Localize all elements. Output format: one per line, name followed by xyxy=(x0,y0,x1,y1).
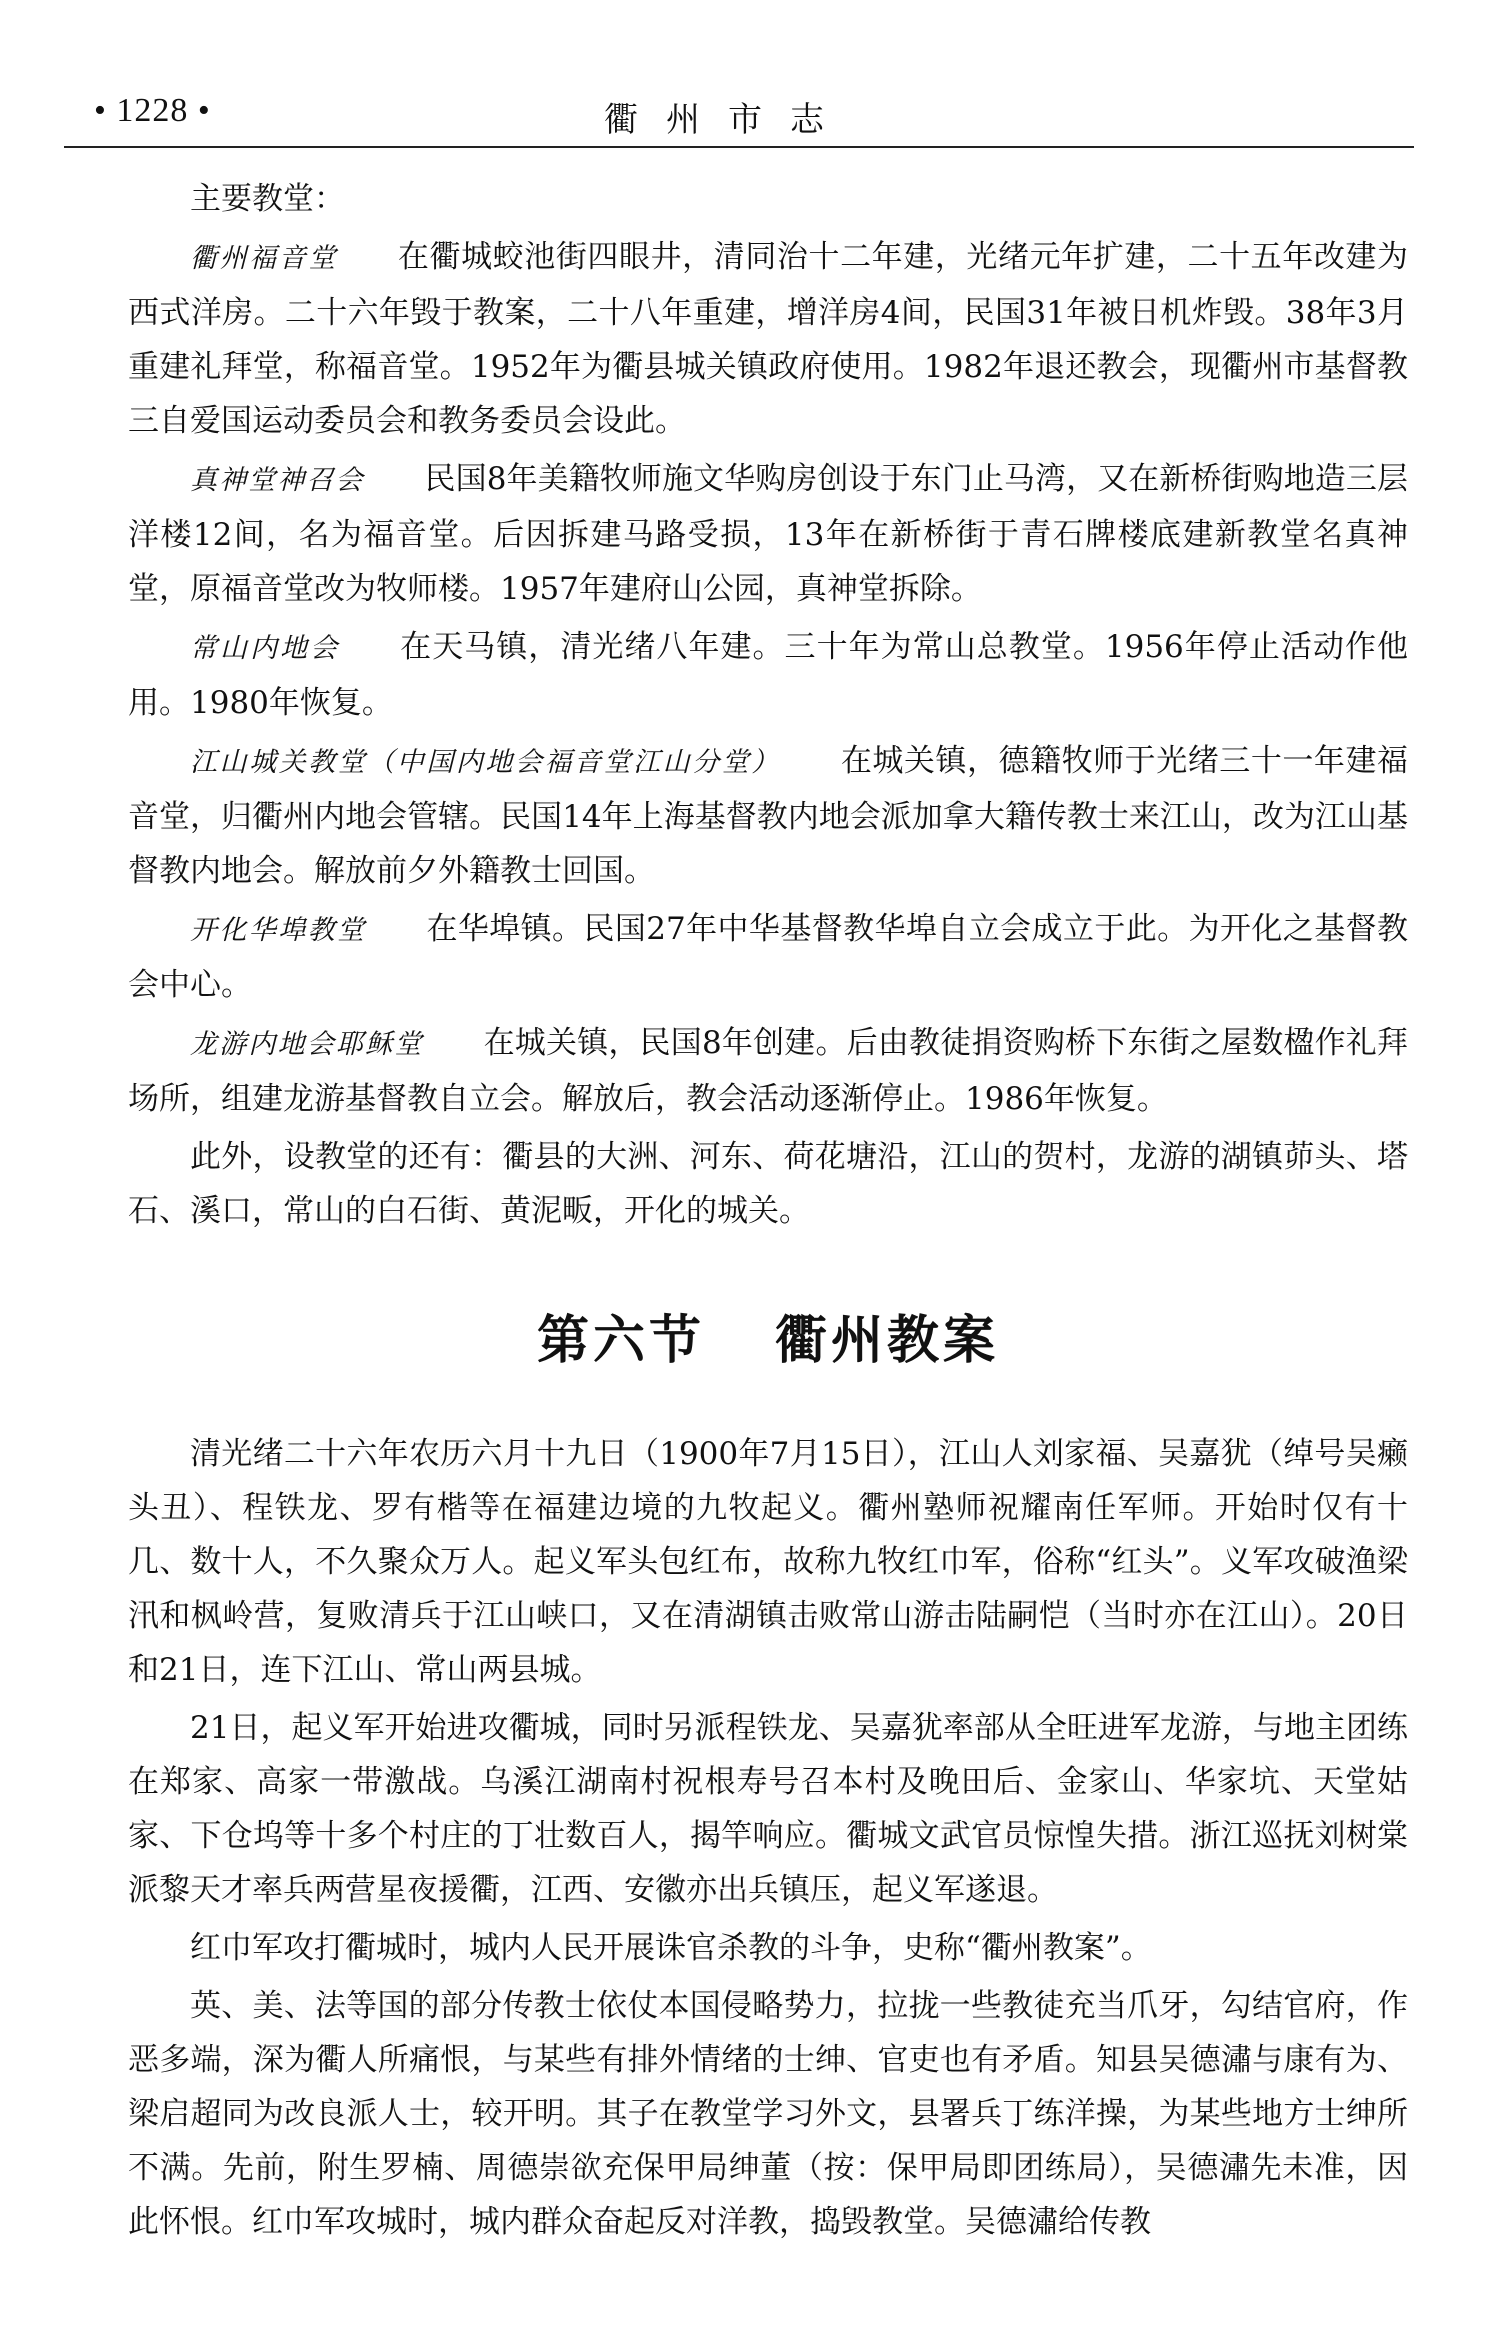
church-text: 在城关镇，民国8年创建。后由教徒捐资购桥下东街之屋数楹作礼拜场所，组建龙游基督教自立会。解放后，教会活动逐渐停止。1986年恢复。 xyxy=(128,1025,1408,1117)
page-header xyxy=(64,92,1414,148)
section-title: 衢州教案 xyxy=(775,1310,1000,1371)
church-text: 民国8年美籍牧师施文华购房创设于东门止马湾，又在新桥街购地造三层洋楼12间，名为福音堂。后因拆建马路受损，13年在新桥街于青石牌楼底建新教堂名真神堂，原福音堂改为牧师楼。1957年建府山公园，真神堂拆除。 xyxy=(128,461,1408,607)
church-name: 江山城关教堂（中国内地会福音堂江山分堂） xyxy=(190,747,781,778)
church-name: 衢州福音堂 xyxy=(190,243,338,274)
church-entry xyxy=(128,230,1408,448)
body-paragraph: 21日，起义军开始进攻衢城，同时另派程铁龙、吴嘉犹率部从全旺进军龙游，与地主团练在郑家、高家一带激战。乌溪江湖南村祝根寿号召本村及晚田后、金家山、华家坑、天堂姑家、下仓坞等十多个村庄的丁壮数百人，揭竿响应。衢城文武官员惊惶失措。浙江巡抚刘树棠派黎天才率兵两营星夜援衢，江西、安徽亦出兵镇压，起义军遂退。 xyxy=(128,1710,1408,1908)
church-text: 在天马镇，清光绪八年建。三十年为常山总教堂。1956年停止活动作他用。1980年恢复。 xyxy=(128,629,1409,721)
church-entry xyxy=(128,452,1408,616)
church-entry xyxy=(128,902,1408,1012)
church-entry xyxy=(128,1016,1408,1126)
page-number: • 1228 • xyxy=(94,92,211,129)
body-paragraph: 英、美、法等国的部分传教士依仗本国侵略势力，拉拢一些教徒充当爪牙，勾结官府，作恶多端，深为衢人所痛恨，与某些有排外情绪的士绅、官吏也有矛盾。知县吴德潚与康有为、梁启超同为改良派人士，较开明。其子在教堂学习外文，县署兵丁练洋操，为某些地方士绅所不满。先前，附生罗楠、周德崇欲充保甲局绅董（按：保甲局即团练局），吴德潚先未准，因此怀恨。红巾军攻城时，城内群众奋起反对洋教，捣毁教堂。吴德潚给传教 xyxy=(128,1988,1408,2240)
church-entry xyxy=(128,734,1408,898)
body-paragraph: 红巾军攻打衢城时，城内人民开展诛官杀教的斗争，史称“衢州教案”。 xyxy=(190,1930,1152,1966)
other-churches-paragraph: 此外，设教堂的还有：衢县的大洲、河东、荷花塘沿，江山的贺村，龙游的湖镇茆头、塔石、溪口，常山的白石街、黄泥畈，开化的城关。 xyxy=(128,1139,1408,1229)
church-name: 常山内地会 xyxy=(190,633,341,664)
section-number: 第六节 xyxy=(536,1310,705,1371)
church-text: 在华埠镇。民国27年中华基督教华埠自立会成立于此。为开化之基督教会中心。 xyxy=(128,911,1409,1003)
intro-line: 主要教堂： xyxy=(190,181,345,217)
church-text: 在城关镇，德籍牧师于光绪三十一年建福音堂，归衢州内地会管辖。民国14年上海基督教内地会派加拿大籍传教士来江山，改为江山基督教内地会。解放前夕外籍教士回国。 xyxy=(128,743,1408,889)
church-text: 在衢城蛟池街四眼井，清同治十二年建，光绪元年扩建，二十五年改建为西式洋房。二十六年毁于教案，二十八年重建，增洋房4间，民国31年被日机炸毁。38年3月重建礼拜堂，称福音堂。1952年为衢县城关镇政府使用。1982年退还教会，现衢州市基督教三自爱国运动委员会和教务委员会设此。 xyxy=(128,239,1409,439)
body-paragraph: 清光绪二十六年农历六月十九日（1900年7月15日），江山人刘家福、吴嘉犹（绰号吴癞头丑）、程铁龙、罗有楷等在福建边境的九牧起义。衢州塾师祝耀南任军师。开始时仅有十几、数十人，不久聚众万人。起义军头包红布，故称九牧红巾军，俗称“红头”。义军攻破渔梁汛和枫岭营，复败清兵于江山峡口，又在清湖镇击败常山游击陆嗣恺（当时亦在江山）。20日和21日，连下江山、常山两县城。 xyxy=(128,1436,1408,1688)
running-title: 衢州市志 xyxy=(604,100,852,140)
church-entry xyxy=(128,620,1408,730)
church-name: 龙游内地会耶稣堂 xyxy=(190,1029,424,1060)
church-name: 开化华埠教堂 xyxy=(190,915,367,946)
church-name: 真神堂神召会 xyxy=(190,465,365,496)
section-heading xyxy=(128,1298,1408,1373)
page-body xyxy=(128,172,1408,2249)
header-rule xyxy=(64,146,1414,148)
